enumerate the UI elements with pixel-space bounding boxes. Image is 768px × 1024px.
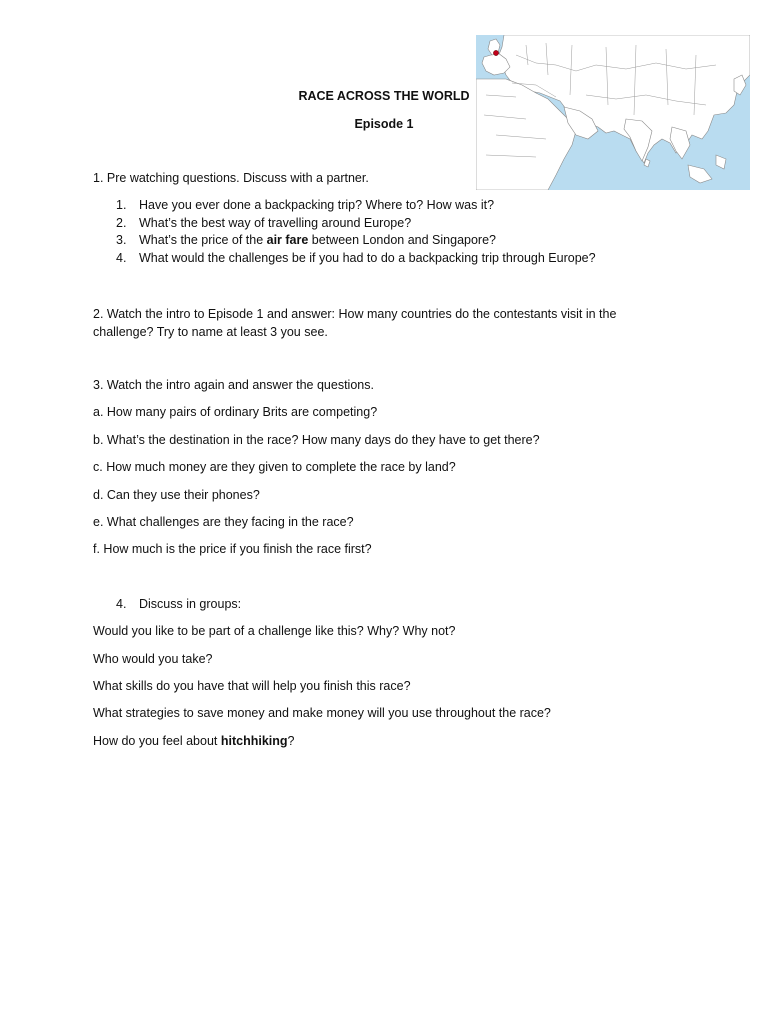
list-item: [116, 216, 411, 230]
hitchhiking-text-pre: How do you feel about: [93, 734, 221, 748]
section4-heading-text: Discuss in groups:: [139, 597, 242, 611]
list-item-text-pre: What’s the price of the: [139, 233, 267, 247]
section4-question-hitchhiking: [93, 734, 295, 748]
list-item-number: 3.: [116, 233, 127, 247]
list-item-text: Have you ever done a backpacking trip? Where to? How was it?: [139, 198, 495, 212]
highlighted-country-marker: [493, 50, 498, 55]
episode-subtitle: Episode 1: [354, 117, 414, 131]
section3-question-a: a. How many pairs of ordinary Brits are competing?: [93, 405, 378, 419]
list-item: [116, 251, 596, 265]
list-item: [116, 198, 494, 212]
europe-asia-map-graphic: [476, 35, 750, 190]
hitchhiking-bold: hitchhiking: [220, 734, 288, 748]
section3-question-c: c. How much money are they given to complete the race by land?: [93, 460, 456, 474]
section4-number: 4.: [116, 597, 127, 611]
section2-question: 2. Watch the intro to Episode 1 and answer: How many countries do the contestants visit in the challenge? Try to name at least 3 you see.: [93, 307, 617, 339]
section3-heading: 3. Watch the intro again and answer the questions.: [93, 378, 374, 392]
list-item-text-post: between London and Singapore?: [308, 233, 496, 247]
hitchhiking-text-post: ?: [287, 734, 295, 748]
list-item-text: What would the challenges be if you had to do a backpacking trip through Europe?: [139, 251, 596, 265]
section4-question: What strategies to save money and make money will you use throughout the race?: [93, 706, 551, 720]
section4-question: What skills do you have that will help you finish this race?: [93, 679, 411, 693]
list-item-number: 1.: [116, 198, 127, 212]
list-item: [116, 233, 496, 247]
section4-heading: [116, 597, 241, 611]
list-item-number: 4.: [116, 251, 127, 265]
section1-heading: 1. Pre watching questions. Discuss with a partner.: [93, 171, 369, 185]
list-item-number: 2.: [116, 216, 127, 230]
section3-question-d: d. Can they use their phones?: [93, 488, 260, 502]
list-item-text: What’s the best way of travelling around Europe?: [139, 216, 412, 230]
document-title: RACE ACROSS THE WORLD: [298, 89, 470, 103]
section3-question-b: b. What’s the destination in the race? How many days do they have to get there?: [93, 433, 540, 447]
section3-question-f: f. How much is the price if you finish the race first?: [93, 542, 372, 556]
map-image: [476, 35, 750, 190]
section3-question-e: e. What challenges are they facing in the race?: [93, 515, 354, 529]
section4-question: Who would you take?: [93, 652, 213, 666]
section4-question: Would you like to be part of a challenge like this? Why? Why not?: [93, 624, 456, 638]
air-fare-bold: air fare: [266, 233, 309, 247]
